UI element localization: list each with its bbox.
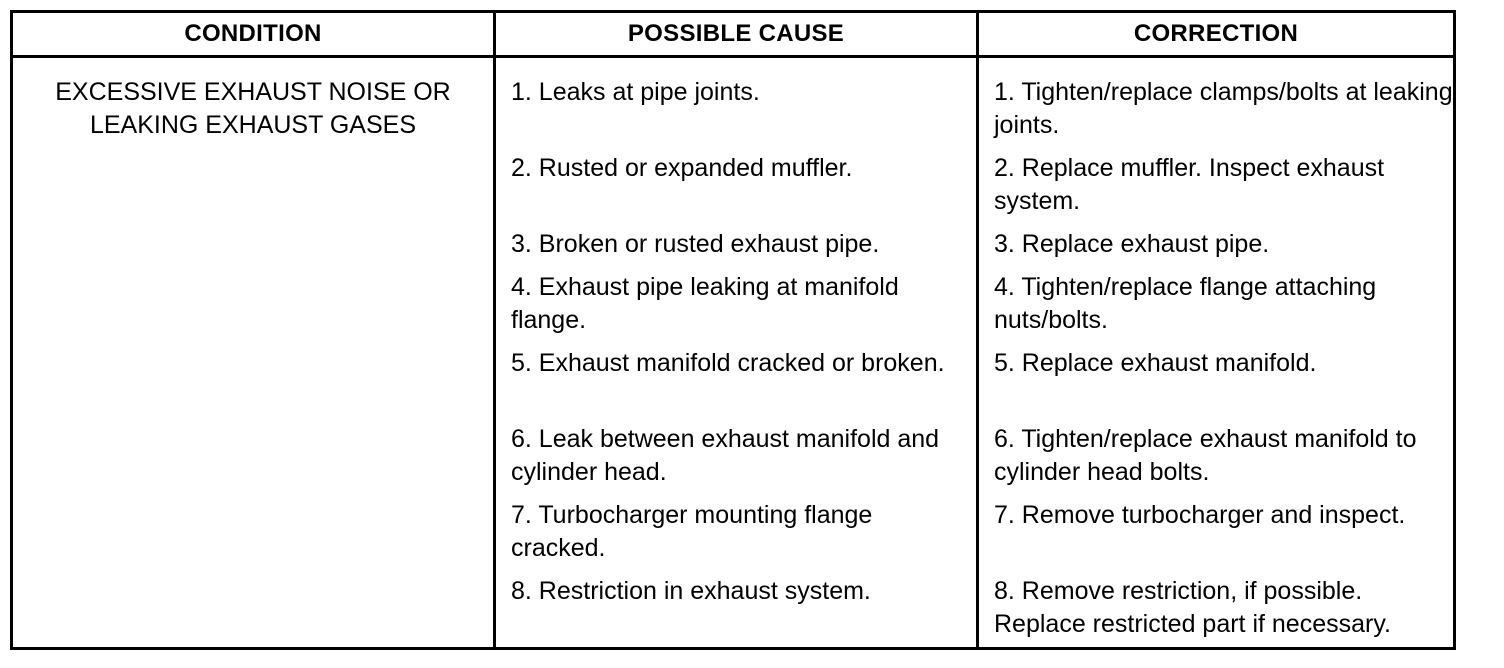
cause-cell: 1. Leaks at pipe joints. [511, 78, 760, 106]
correction-cell: 8. Remove restriction, if possible. Replace restricted part if necessary. [994, 577, 1391, 638]
correction-cell: 4. Tighten/replace flange attaching nuts/bolts. [994, 273, 1377, 334]
correction-cell: 1. Tighten/replace clamps/bolts at leaking joints. [994, 78, 1453, 139]
header-correction: CORRECTION [1133, 20, 1299, 47]
correction-cell: 6. Tighten/replace exhaust manifold to cylinder head bolts. [994, 425, 1417, 486]
header-possible-cause: POSSIBLE CAUSE [627, 20, 845, 47]
column-divider [493, 13, 496, 647]
correction-cell: 3. Replace exhaust pipe. [994, 230, 1270, 258]
troubleshooting-table [10, 10, 1456, 650]
column-divider [976, 13, 979, 647]
correction-cell: 5. Replace exhaust manifold. [994, 349, 1317, 377]
condition-cell: EXCESSIVE EXHAUST NOISE OR LEAKING EXHAUST GASES [55, 78, 451, 139]
header-condition: CONDITION [184, 20, 322, 47]
cause-cell: 3. Broken or rusted exhaust pipe. [511, 230, 880, 258]
table-header-row [13, 13, 1453, 58]
correction-cell: 2. Replace muffler. Inspect exhaust system. [994, 154, 1385, 215]
correction-cell: 7. Remove turbocharger and inspect. [994, 501, 1406, 529]
cause-cell: 8. Restriction in exhaust system. [511, 577, 871, 605]
cause-cell: 4. Exhaust pipe leaking at manifold flange. [511, 273, 899, 334]
cause-cell: 6. Leak between exhaust manifold and cylinder head. [511, 425, 940, 486]
cause-cell: 7. Turbocharger mounting flange cracked. [511, 501, 873, 562]
cause-cell: 2. Rusted or expanded muffler. [511, 154, 853, 182]
cause-cell: 5. Exhaust manifold cracked or broken. [511, 349, 945, 377]
